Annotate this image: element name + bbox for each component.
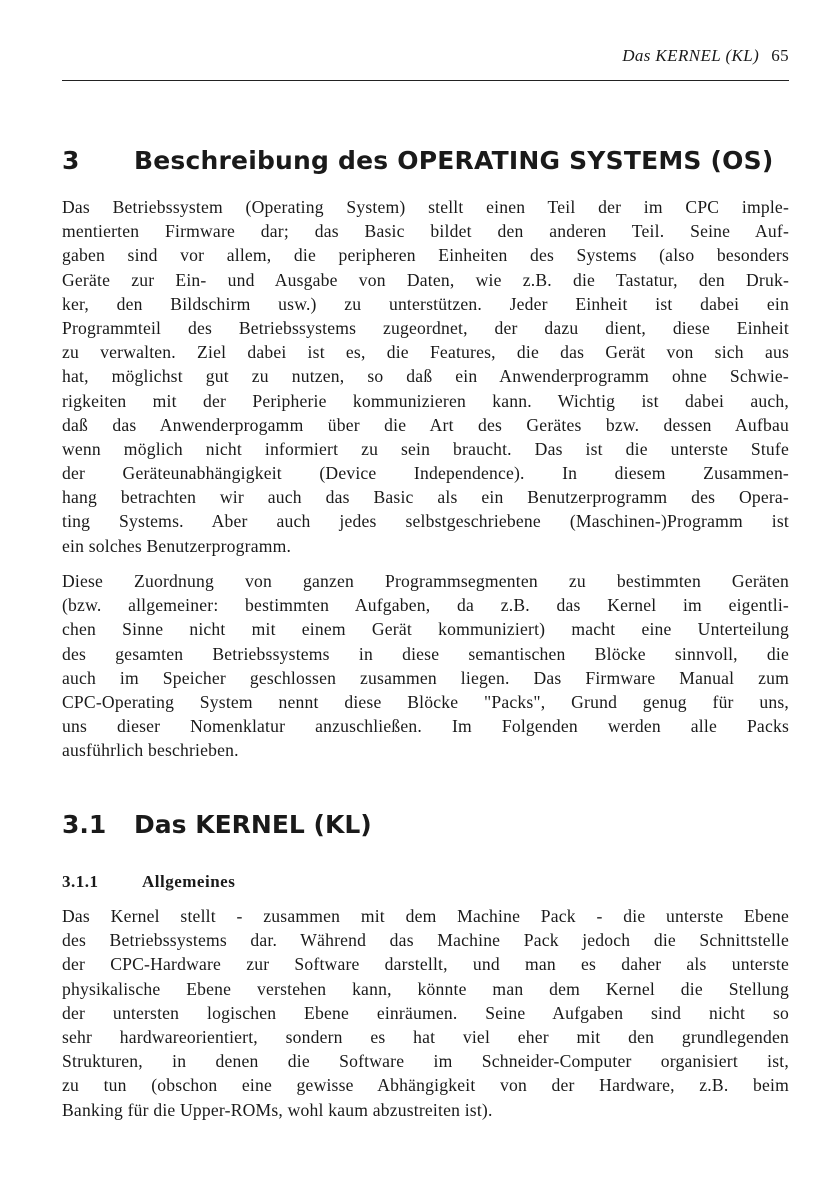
text-line: wenn möglich nicht informiert zu sein braucht. Das ist die unterste Stufe (62, 438, 789, 459)
chapter-title: Beschreibung des OPERATING SYSTEMS (OS) (134, 146, 774, 175)
text-line: Diese Zuordnung von ganzen Programmsegmenten zu bestimmten Geräten (62, 571, 789, 591)
chapter-number: 3 (62, 146, 80, 175)
text-line: hang betrachten wir auch das Basic als ein Benutzerprogramm des Opera- (62, 487, 789, 508)
running-header (622, 46, 789, 66)
running-title: Das KERNEL (KL) (622, 46, 760, 65)
text-line: Programmteil des Betriebssystems zugeordnet, der dazu dient, diese Einheit (62, 317, 789, 338)
text-line: des gesamten Betriebssystems in diese semantischen Blöcke sinnvoll, die (62, 643, 789, 664)
header-rule (62, 80, 789, 81)
text-line: ausführlich beschrieben. (62, 740, 239, 761)
text-line: Das Kernel stellt - zusammen mit dem Machine Pack - die unterste Ebene (62, 906, 789, 926)
text-line: uns dieser Nomenklatur anzuschließen. Im Folgenden werden alle Packs (62, 716, 789, 737)
text-line: CPC-Operating System nennt diese Blöcke "Packs", Grund genug für uns, (62, 691, 789, 712)
chapter-heading (62, 146, 773, 175)
text-line: mentierten Firmware dar; das Basic bildet den anderen Teil. Seine Auf- (62, 221, 789, 242)
subsection-heading (62, 872, 235, 892)
text-line: des Betriebssystems dar. Während das Machine Pack jedoch die Schnittstelle (62, 930, 789, 951)
section-title: Das KERNEL (KL) (134, 810, 372, 839)
text-line: hat, möglichst gut zu nutzen, so daß ein Anwenderprogramm ohne Schwie- (62, 366, 789, 387)
paragraph-intro-1 (62, 195, 789, 558)
text-line: (bzw. allgemeiner: bestimmten Aufgaben, da z.B. das Kernel im eigentli- (62, 595, 789, 616)
text-line: zu tun (obschon eine gewisse Abhängigkeit von der Hardware, z.B. beim (62, 1075, 789, 1096)
subsection-number: 3.1.1 (62, 872, 99, 891)
text-line: Strukturen, in denen die Software im Schneider-Computer organisiert ist, (62, 1051, 789, 1072)
text-line: physikalische Ebene verstehen kann, könnte man dem Kernel die Stellung (62, 978, 789, 999)
book-page (62, 0, 789, 1200)
text-line: ting Systems. Aber auch jedes selbstgeschriebene (Maschinen-)Programm ist (62, 511, 789, 532)
page-number: 65 (771, 46, 789, 65)
text-line: Das Betriebssystem (Operating System) stellt einen Teil der im CPC imple- (62, 197, 789, 217)
text-line: Geräte zur Ein- und Ausgabe von Daten, wie z.B. die Tastatur, den Druk- (62, 269, 789, 290)
text-line: ein solches Benutzerprogramm. (62, 535, 292, 556)
text-line: daß das Anwenderprogamm über die Art des Gerätes bzw. dessen Aufbau (62, 414, 789, 435)
paragraph-kernel (62, 904, 789, 1122)
text-line: chen Sinne nicht mit einem Gerät kommuniziert) macht eine Unterteilung (62, 619, 789, 640)
text-line: auch im Speicher geschlossen zusammen liegen. Das Firmware Manual zum (62, 667, 789, 688)
section-number: 3.1 (62, 810, 107, 839)
text-line: der untersten logischen Ebene einräumen. Seine Aufgaben sind nicht so (62, 1002, 789, 1023)
text-line: der Geräteunabhängigkeit (Device Independence). In diesem Zusammen- (62, 463, 789, 484)
paragraph-intro-2 (62, 569, 789, 763)
text-line: rigkeiten mit der Peripherie kommunizieren kann. Wichtig ist dabei auch, (62, 390, 789, 411)
section-heading (62, 810, 372, 839)
text-line: Banking für die Upper-ROMs, wohl kaum abzustreiten ist). (62, 1099, 493, 1120)
text-line: der CPC-Hardware zur Software darstellt, und man es daher als unterste (62, 954, 789, 975)
text-line: zu verwalten. Ziel dabei ist es, die Features, die das Gerät von sich aus (62, 342, 789, 363)
text-line: gaben sind vor allem, die peripheren Einheiten des Systems (also besonders (62, 245, 789, 266)
text-line: sehr hardwareorientiert, sondern es hat viel eher mit den grundlegenden (62, 1026, 789, 1047)
text-line: ker, den Bildschirm usw.) zu unterstützen. Jeder Einheit ist dabei ein (62, 293, 789, 314)
subsection-title: Allgemeines (142, 872, 236, 891)
